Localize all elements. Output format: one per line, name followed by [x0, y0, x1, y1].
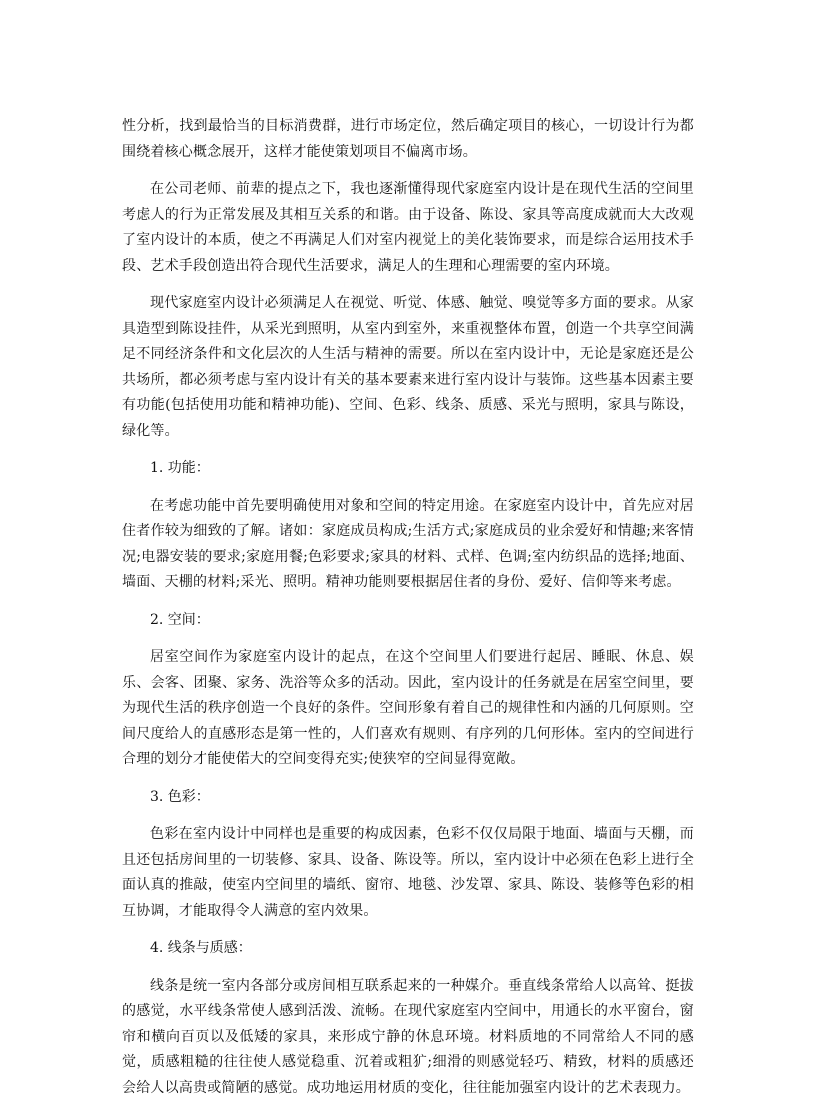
spacer	[122, 962, 694, 974]
document-page	[122, 114, 694, 1101]
section-heading-lines-texture: 4. 线条与质感：	[122, 936, 694, 962]
paragraph-intro: 性分析，找到最恰当的目标消费群，进行市场定位，然后确定项目的核心，一切设计行为都围绕着核心概念展开，这样才能使策划项目不偏离市场。	[122, 114, 694, 165]
spacer	[122, 596, 694, 608]
spacer	[122, 633, 694, 645]
paragraph-space: 居室空间作为家庭室内设计的起点，在这个空间里人们要进行起居、睡眠、休息、娱乐、会客、团聚、家务、洗浴等众多的活动。因此，室内设计的任务就是在居室空间里，要为现代生活的秩序创造一个良好的条件。空间形象有着自己的规律性和内涵的几何原则。空间尺度给人的直感形态是第一性的，人们喜欢有规则、有序列的几何形体。室内的空间进行合理的划分才能使偌大的空间变得充实;使狭窄的空间显得宽敞。	[122, 645, 694, 773]
spacer	[122, 810, 694, 822]
spacer	[122, 444, 694, 456]
spacer	[122, 279, 694, 291]
paragraph-mentors: 在公司老师、前辈的提点之下，我也逐渐懂得现代家庭室内设计是在现代生活的空间里考虑人的行为正常发展及其相互关系的和谐。由于设备、陈设、家具等高度成就而大大改观了室内设计的本质，使之不再满足人们对室内视觉上的美化装饰要求，而是综合运用技术手段、艺术手段创造出符合现代生活要求，满足人的生理和心理需要的室内环境。	[122, 177, 694, 279]
section-heading-space: 2. 空间：	[122, 608, 694, 634]
section-heading-color: 3. 色彩：	[122, 785, 694, 811]
spacer	[122, 482, 694, 494]
spacer	[122, 924, 694, 936]
paragraph-lines-texture: 线条是统一室内各部分或房间相互联系起来的一种媒介。垂直线条常给人以高耸、挺拔的感觉，水平线条常使人感到活泼、流畅。在现代家庭室内空间中，用通长的水平窗台，窗帘和横向百页以及低矮的家具，来形成宁静的休息环境。材料质地的不同常给人不同的感觉，质感粗糙的往往使人感觉稳重、沉着或粗犷;细滑的则感觉轻巧、精致，材料的质感还会给人以高贵或简陋的感觉。成功地运用材质的变化，往往能加强室内设计的艺术表现力。	[122, 974, 694, 1101]
section-heading-function: 1. 功能：	[122, 456, 694, 482]
paragraph-color: 色彩在室内设计中同样也是重要的构成因素，色彩不仅仅局限于地面、墙面与天棚，而且还包括房间里的一切装修、家具、设备、陈设等。所以，室内设计中必须在色彩上进行全面认真的推敲，使室内空间里的墙纸、窗帘、地毯、沙发罩、家具、陈设、装修等色彩的相互协调，才能取得令人满意的室内效果。	[122, 822, 694, 924]
spacer	[122, 773, 694, 785]
paragraph-requirements: 现代家庭室内设计必须满足人在视觉、听觉、体感、触觉、嗅觉等多方面的要求。从家具造型到陈设挂件，从采光到照明，从室内到室外，来重视整体布置，创造一个共享空间满足不同经济条件和文化层次的人生活与精神的需要。所以在室内设计中，无论是家庭还是公共场所，都必须考虑与室内设计有关的基本要素来进行室内设计与装饰。这些基本因素主要有功能(包括使用功能和精神功能)、空间、色彩、线条、质感、采光与照明，家具与陈设，绿化等。	[122, 291, 694, 444]
spacer	[122, 165, 694, 177]
paragraph-function: 在考虑功能中首先要明确使用对象和空间的特定用途。在家庭室内设计中，首先应对居住者作较为细致的了解。诸如：家庭成员构成;生活方式;家庭成员的业余爱好和情趣;来客情况;电器安装的要求;家庭用餐;色彩要求;家具的材料、式样、色调;室内纺织品的选择;地面、墙面、天棚的材料;采光、照明。精神功能则要根据居住者的身份、爱好、信仰等来考虑。	[122, 494, 694, 596]
